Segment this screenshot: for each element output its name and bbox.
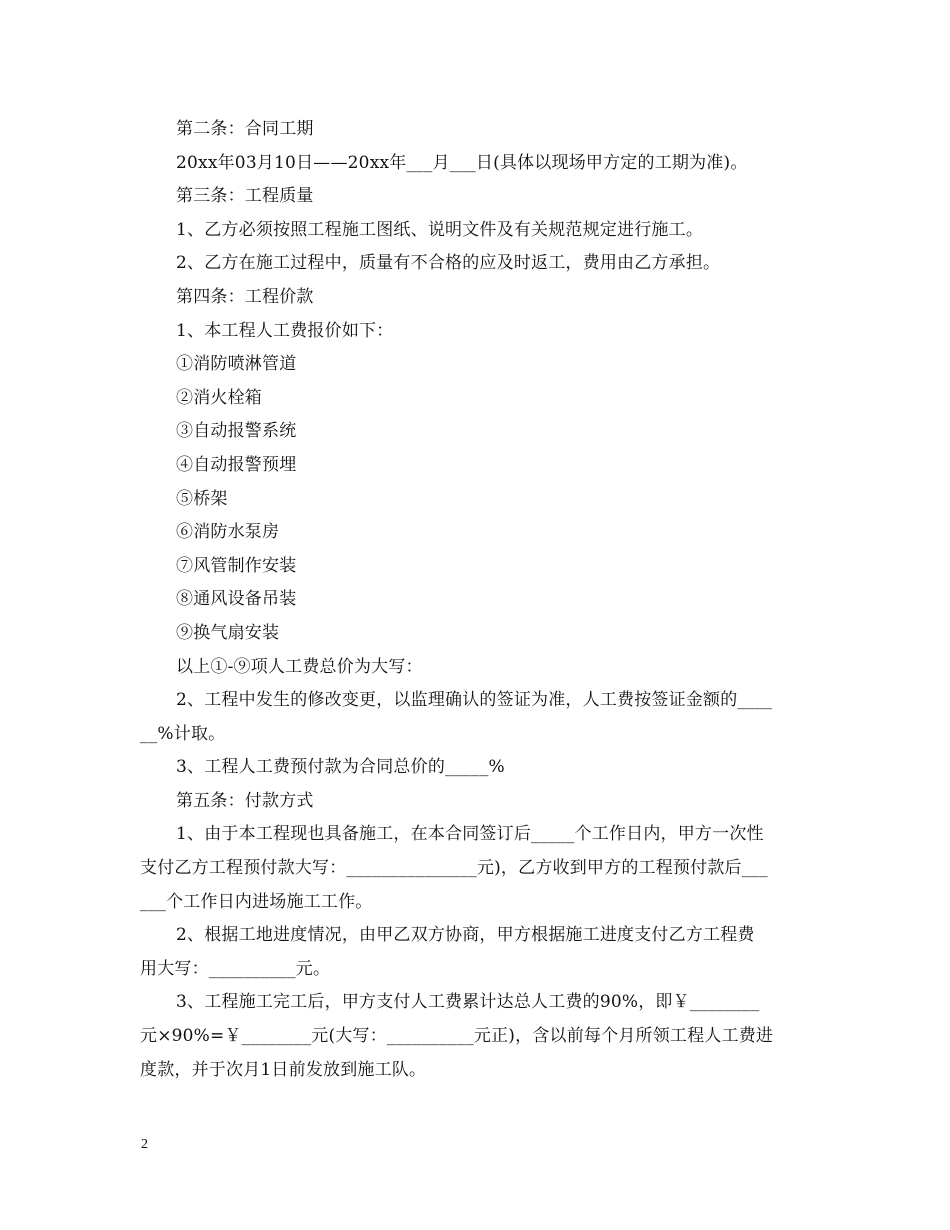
contract-period-text: 20xx年03月10日——20xx年___月___日(具体以现场甲方定的工期为准)。 <box>176 152 748 173</box>
payment-clause-2-line-1: 2、根据工地进度情况，由甲乙双方协商，甲方根据施工进度支付乙方工程费 <box>176 925 755 946</box>
payment-clause-3-line-2: 元×90%=￥________元(大写：__________元正)，含以前每个月所领工程人工费进 <box>140 1026 774 1047</box>
price-item-9: ⑨换气扇安装 <box>176 622 280 643</box>
quality-clause-1: 1、乙方必须按照工程施工图纸、说明文件及有关规范规定进行施工。 <box>176 219 704 240</box>
price-item-8: ⑧通风设备吊装 <box>176 589 297 610</box>
price-item-7: ⑦风管制作安装 <box>176 555 297 576</box>
page-number: 2 <box>141 1137 148 1152</box>
price-clause-2-line-1: 2、工程中发生的修改变更，以监理确认的签证为准，人工费按签证金额的____ <box>176 690 773 711</box>
price-item-5: ⑤桥架 <box>176 488 228 509</box>
price-item-6: ⑥消防水泵房 <box>176 522 280 543</box>
payment-clause-1-line-1: 1、由于本工程现也具备施工，在本合同签订后_____个工作日内，甲方一次性 <box>176 824 764 845</box>
price-total-text: 以上①-⑨项人工费总价为大写： <box>176 656 423 677</box>
quality-clause-2: 2、乙方在施工过程中，质量有不合格的应及时返工，费用由乙方承担。 <box>176 253 721 274</box>
payment-clause-1-line-3: ___个工作日内进场施工工作。 <box>140 891 373 912</box>
price-item-2: ②消火栓箱 <box>176 387 262 408</box>
price-clause-2-line-2: __%计取。 <box>140 723 226 744</box>
article-4-heading: 第四条：工程价款 <box>176 286 314 307</box>
article-5-heading: 第五条：付款方式 <box>176 790 314 811</box>
price-clause-1: 1、本工程人工费报价如下： <box>176 320 394 341</box>
price-item-1: ①消防喷淋管道 <box>176 354 297 375</box>
document-body <box>140 113 812 1087</box>
article-3-heading: 第三条：工程质量 <box>176 186 314 207</box>
price-item-3: ③自动报警系统 <box>176 421 297 442</box>
payment-clause-3-line-1: 3、工程施工完工后，甲方支付人工费累计达总人工费的90%，即￥________ <box>176 992 760 1013</box>
payment-clause-1-line-2: 支付乙方工程预付款大写：_______________元)，乙方收到甲方的工程预付款后___ <box>140 858 768 879</box>
article-2-heading: 第二条：合同工期 <box>176 119 314 139</box>
price-item-4: ④自动报警预埋 <box>176 454 297 475</box>
payment-clause-3-line-3: 度款，并于次月1日前发放到施工队。 <box>140 1059 427 1080</box>
payment-clause-2-line-2: 用大写：__________元。 <box>140 958 331 979</box>
price-clause-3: 3、工程人工费预付款为合同总价的_____% <box>176 757 505 778</box>
